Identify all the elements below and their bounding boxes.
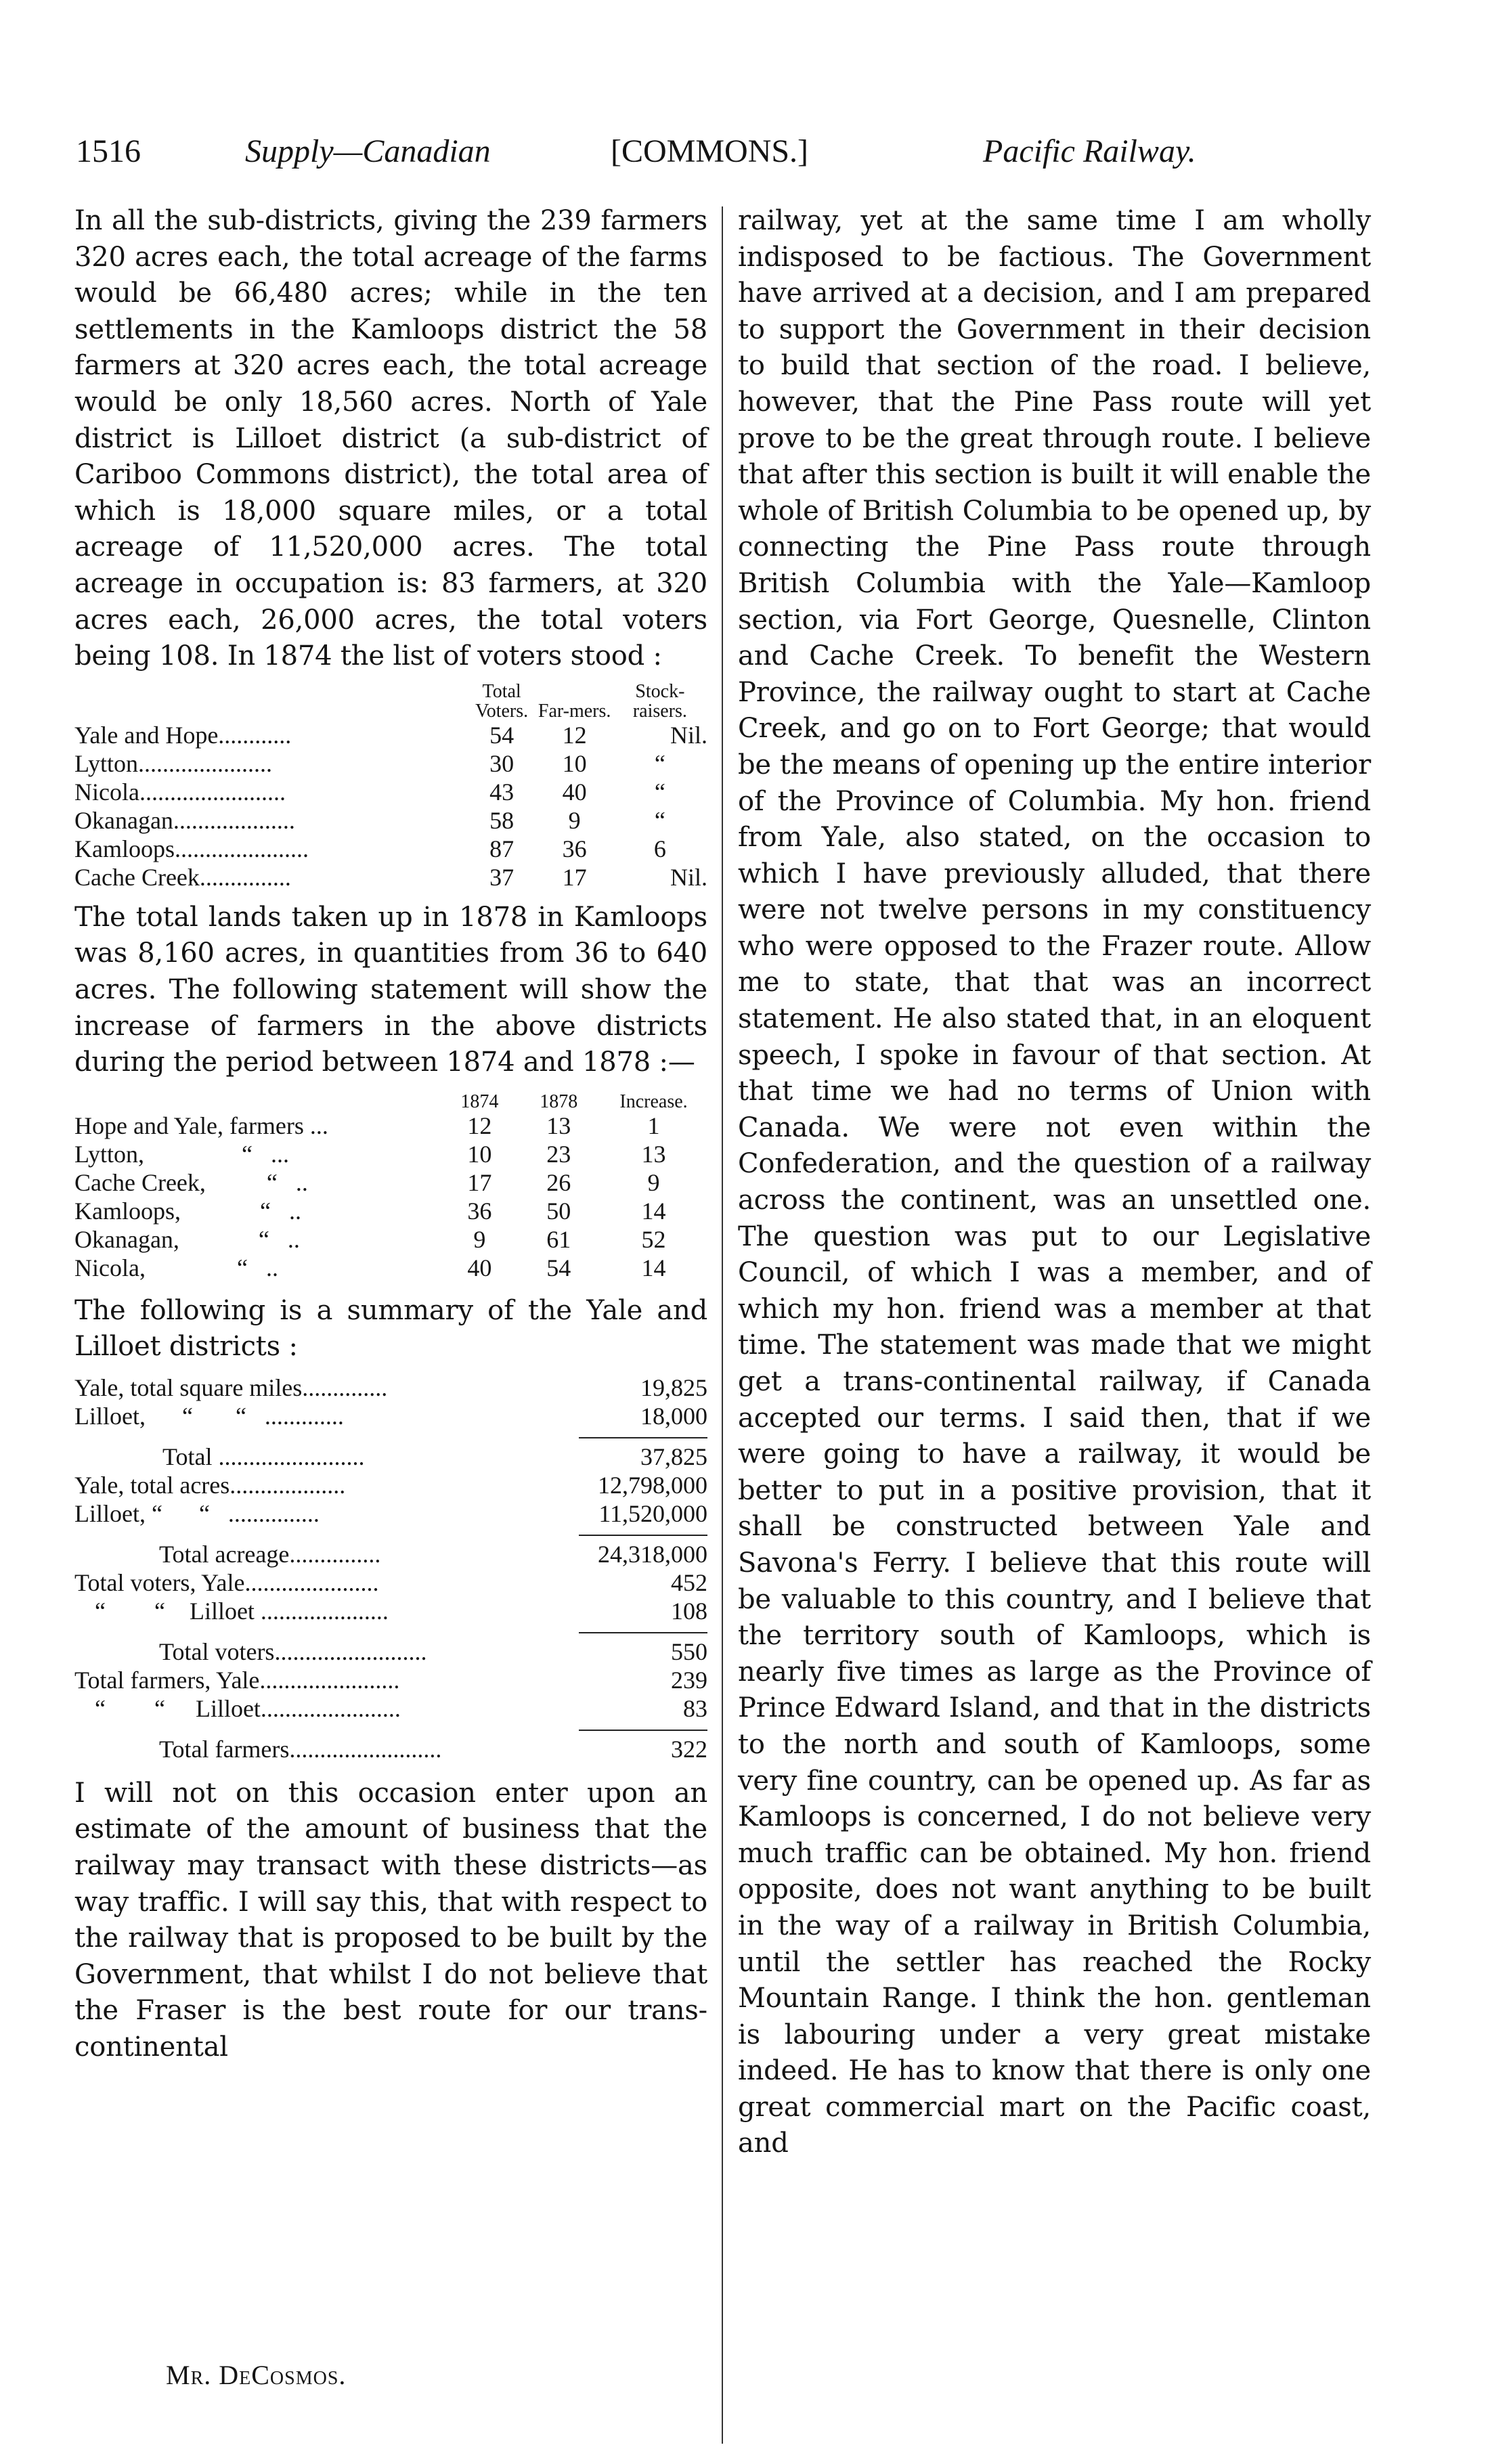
left-paragraph-3: The following is a summary of the Yale and Lilloet districts : [74, 1294, 707, 1363]
cell-value: 12 [562, 721, 587, 749]
cell-value: 1 [647, 1112, 660, 1139]
summary-value: 83 [683, 1694, 707, 1722]
cell-value: 9 [568, 806, 581, 834]
district-name: Cache Creek, “ .. [74, 1168, 308, 1196]
farmers-col-header: 1874 [460, 1091, 499, 1112]
cell-value: 58 [489, 806, 515, 834]
table-row [74, 835, 707, 863]
voters-col-header: Total Voters. [475, 680, 529, 722]
header-left-title: Supply—Canadian [245, 133, 491, 169]
cell-value: 13 [546, 1112, 571, 1139]
summary-total-row [74, 1637, 707, 1666]
page-number: 1516 [76, 133, 141, 169]
summary-label: Yale, total acres................... [74, 1471, 346, 1499]
farmers-table-header [74, 1092, 707, 1112]
voters-table [74, 682, 707, 892]
sum-rule [579, 1632, 707, 1633]
district-summary [74, 1373, 707, 1763]
cell-value: 14 [641, 1197, 666, 1225]
table-row [74, 806, 707, 835]
cell-value: 87 [489, 835, 515, 862]
cell-value: 50 [546, 1197, 571, 1225]
header-right-title: Pacific Railway. [983, 133, 1196, 169]
sum-rule [579, 1535, 707, 1536]
right-paragraph-1: railway, yet at the same time I am wholly indisposed to be factious. The Government have arrived at a decision, and I am prepared to support the Government in their decision to build that section of the road. I believe, however, that the Pine Pass route will yet prove to be the great through route. I believe that after this section is built it will enable the whole of British Columbia to be opened up, by connecting the Pine Pass route through British Columbia with the Yale—Kamloop section, via Fort George, Quesnelle, Clinton and Cache Creek. To benefit the Western Province, the railway ought to start at Cache Creek, and go on to Fort George; that would be the means of opening up the entire interior of the Province of Columbia. My hon. friend from Yale, also stated, on the occasion to which I have previously alluded, that there were not twelve persons in my constituency who were opposed to the Frazer route. Allow me to state, that that was an incorrect statement. He also stated that, in an eloquent speech, I spoke in favour of that section. At that time we had no terms of Union with Canada. We were not even within the Confederation, and the question of a railway across the continent, was an unsettled one. The question was put to our Legislative Council, of which I was a member, and of which my hon. friend was a member at that time. The statement was made that we might get a trans-continental railway, if Canada accepted our terms. I said then, that if we were going to have a railway, it would be better to put in a positive provision, that it shall be constructed between Yale and Savona's Ferry. I believe that this route will be valuable to this country, and I believe that the territory south of Kamloops, which is nearly five times as large as the Province of Prince Edward Island, and that in the districts to the north and south of Kamloops, some very fine country, can be opened up. As far as Kamloops is concerned, I do not believe very much traffic can be obtained. My hon. friend opposite, does not want anything to be built in the way of a railway in British Columbia, until the settler has reached the Rocky Mountain Range. I think the hon. gentleman is labouring under a very great mistake indeed. He has to know that there is only one great commercial mart on the Pacific coast, and [738, 205, 1371, 2159]
summary-label: “ “ Lilloet....................... [95, 1694, 401, 1722]
voters-table-wrapper [74, 682, 707, 892]
district-name: Nicola, “ .. [74, 1254, 278, 1281]
summary-total-row [74, 1443, 707, 1471]
voters-col-header: Far-mers. [538, 700, 611, 722]
cell-value: 36 [562, 835, 587, 862]
summary-value: 11,520,000 [598, 1499, 707, 1527]
farmers-col-header: 1878 [540, 1091, 578, 1112]
cell-value: 17 [562, 863, 587, 891]
left-column [74, 203, 707, 2066]
district-name: Lytton...................... [74, 749, 273, 777]
summary-value: 322 [671, 1735, 707, 1763]
cell-value: 30 [489, 749, 515, 777]
summary-label: Total acreage............... [159, 1540, 381, 1568]
cell-value: 17 [467, 1168, 492, 1196]
cell-value: 12 [467, 1112, 492, 1139]
summary-row [74, 1499, 707, 1528]
district-name: Kamloops...................... [74, 835, 309, 862]
summary-total-row [74, 1735, 707, 1763]
voters-table-header [74, 682, 707, 721]
summary-label: Yale, total square miles.............. [74, 1373, 388, 1401]
left-paragraph-2: The total lands taken up in 1878 in Kamloops was 8,160 acres, in quantities from 36 to 640 acres. The following statement will show the increase of farmers in the above districts during the period between 1874 and 1878 :— [74, 901, 707, 1078]
table-row [74, 1225, 707, 1254]
table-row [74, 1254, 707, 1282]
summary-value: 239 [671, 1666, 707, 1694]
left-paragraph-1: In all the sub-districts, giving the 239 farmers 320 acres each, the total acreage of the farms would be 66,480 acres; while in the ten settlements in the Kamloops district the 58 farmers at 320 acres each, the total acreage would be only 18,560 acres. North of Yale district is Lilloet district (a sub-district of Cariboo Commons district), the total area of which is 18,000 square miles, or a total acreage of 11,520,000 acres. The total acreage in occupation is: 83 farmers, at 320 acres each, 26,000 acres, the total voters being 108. In 1874 the list of voters stood : [74, 205, 707, 672]
table-row [74, 863, 707, 892]
cell-value: 14 [641, 1254, 666, 1281]
district-name: Kamloops, “ .. [74, 1197, 301, 1225]
summary-row [74, 1597, 707, 1625]
district-name: Cache Creek............... [74, 863, 291, 891]
summary-label: Total ........................ [162, 1443, 365, 1470]
summary-label: Lilloet, “ “ ............. [74, 1402, 344, 1430]
sum-rule [579, 1437, 707, 1438]
table-row [74, 778, 707, 806]
cell-value: “ [654, 806, 665, 834]
summary-value: 452 [671, 1568, 707, 1596]
summary-value: 19,825 [640, 1373, 707, 1401]
cell-value: 54 [546, 1254, 571, 1281]
district-name: Hope and Yale, farmers ... [74, 1112, 328, 1139]
cell-value: 6 [653, 835, 666, 862]
district-name: Yale and Hope............ [74, 721, 292, 749]
farmers-table-wrapper [74, 1092, 707, 1282]
summary-row [74, 1568, 707, 1597]
summary-value: 108 [671, 1597, 707, 1625]
cell-value: “ [654, 749, 665, 777]
district-name: Okanagan.................... [74, 806, 295, 834]
summary-label: Total voters, Yale...................... [74, 1568, 379, 1596]
summary-value: 18,000 [640, 1402, 707, 1430]
cell-value: 54 [489, 721, 515, 749]
cell-value: 10 [467, 1140, 492, 1168]
district-name: Nicola........................ [74, 778, 286, 806]
voters-col-header: Stock-raisers. [632, 680, 687, 722]
cell-value: Nil. [670, 721, 707, 749]
cell-value: Nil. [670, 863, 707, 891]
column-divider [722, 206, 723, 2444]
header-center-title: [COMMONS.] [611, 133, 809, 169]
summary-row [74, 1471, 707, 1499]
table-row [74, 749, 707, 778]
cell-value: 13 [641, 1140, 666, 1168]
table-row [74, 721, 707, 749]
cell-value: 26 [546, 1168, 571, 1196]
farmers-increase-table [74, 1092, 707, 1282]
summary-label: “ “ Lilloet ..................... [95, 1597, 389, 1625]
district-name: Lytton, “ ... [74, 1140, 289, 1168]
cell-value: 36 [467, 1197, 492, 1225]
right-column [738, 203, 1371, 2162]
cell-value: 40 [562, 778, 587, 806]
cell-value: 52 [641, 1225, 666, 1253]
cell-value: 61 [546, 1225, 571, 1253]
summary-label: Total farmers, Yale....................... [74, 1666, 400, 1694]
summary-row [74, 1694, 707, 1723]
table-row [74, 1197, 707, 1225]
cell-value: 37 [489, 863, 515, 891]
table-row [74, 1112, 707, 1140]
district-name: Okanagan, “ .. [74, 1225, 300, 1253]
cell-value: 9 [647, 1168, 660, 1196]
summary-value: 12,798,000 [598, 1471, 707, 1499]
table-row [74, 1168, 707, 1197]
summary-value: 24,318,000 [598, 1540, 707, 1568]
summary-row [74, 1666, 707, 1694]
cell-value: 9 [473, 1225, 486, 1253]
running-header [76, 133, 1396, 180]
cell-value: 40 [467, 1254, 492, 1281]
table-row [74, 1140, 707, 1168]
summary-row [74, 1402, 707, 1430]
left-paragraph-4: I will not on this occasion enter upon an estimate of the amount of business that the railway may transact with these districts—as way traffic. I will say this, that with respect to the railway that is proposed to be built by the Government, that whilst I do not believe that the Fraser is the best route for our trans-continental [74, 1777, 707, 2063]
speaker-name: Mr. DeCosmos. [166, 2360, 347, 2390]
summary-label: Total voters......................... [159, 1637, 427, 1665]
summary-label: Lilloet, “ “ ............... [74, 1499, 320, 1527]
summary-total-row [74, 1540, 707, 1568]
farmers-col-header: Increase. [619, 1091, 688, 1112]
cell-value: 43 [489, 778, 515, 806]
summary-value: 550 [671, 1637, 707, 1665]
cell-value: “ [654, 778, 665, 806]
cell-value: 10 [562, 749, 587, 777]
summary-value: 37,825 [640, 1443, 707, 1470]
summary-row [74, 1373, 707, 1402]
cell-value: 23 [546, 1140, 571, 1168]
sum-rule [579, 1730, 707, 1731]
summary-label: Total farmers......................... [159, 1735, 442, 1763]
